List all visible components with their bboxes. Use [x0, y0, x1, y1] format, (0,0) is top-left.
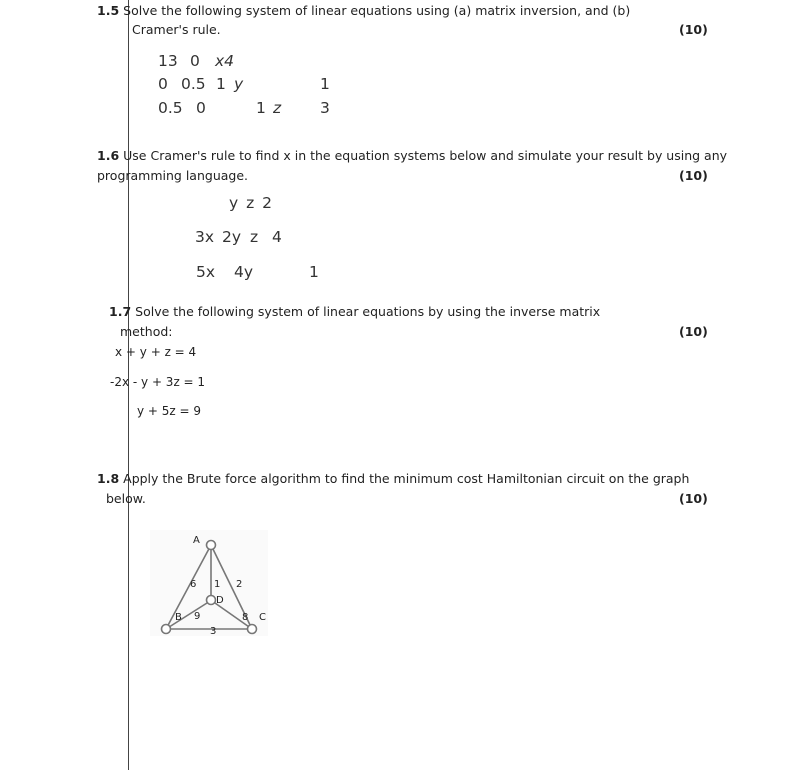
q17-eq3: y + 5z = 9: [137, 404, 202, 418]
node-a: [207, 541, 216, 550]
q15-eq-r2b: 0.5: [181, 75, 206, 93]
q17-line2: method:: [120, 324, 173, 339]
weight-bd: 9: [194, 611, 201, 622]
hamiltonian-graph: [150, 530, 270, 640]
node-d: [207, 596, 216, 605]
q15-eq-r1a: 13: [158, 52, 178, 70]
q18-number: 1.8: [97, 471, 120, 486]
q15-marks: (10): [679, 22, 708, 37]
q15-eq-r1b: 0: [190, 52, 200, 70]
q16-number: 1.6: [97, 148, 120, 163]
q17-eq2: -2x - y + 3z = 1: [110, 375, 206, 389]
q15-eq-r3b: 0: [196, 99, 206, 117]
q17-marks: (10): [679, 324, 708, 339]
q15-eq-r2c: 1: [216, 75, 226, 93]
q15-eq-r3c: 1: [256, 99, 266, 117]
q15-text: Solve the following system of linear equations using (a) matrix inversion, and (b): [123, 3, 631, 18]
q15-eq-r1c: x4: [215, 52, 235, 70]
weight-bc: 3: [210, 626, 217, 637]
weight-ac: 2: [236, 579, 243, 590]
q16-eq-l2a: 3x: [195, 228, 215, 246]
q18-text: Apply the Brute force algorithm to find the minimum cost Hamiltonian circuit on the graph: [123, 471, 690, 486]
q15-eq-r3a: 0.5: [158, 99, 183, 117]
q16-eq-l3a: 5x: [196, 263, 216, 281]
label-d: D: [216, 595, 224, 606]
q17-number: 1.7: [109, 304, 132, 319]
q17-text: Solve the following system of linear equations by using the inverse matrix: [135, 304, 601, 319]
q16-eq-l2c: z: [250, 228, 259, 246]
q16-text: Use Cramer's rule to find x in the equation systems below and simulate your result by using any: [123, 148, 728, 163]
q17-eq1: x + y + z = 4: [115, 345, 197, 359]
q17-line1: [109, 304, 600, 319]
q18-line1: [97, 471, 689, 486]
weight-cd: 8: [242, 612, 249, 623]
q15-eq-r3e: 3: [320, 99, 330, 117]
q15-eq-r2e: 1: [320, 75, 330, 93]
label-b: B: [175, 612, 182, 623]
weight-ad: 1: [214, 579, 221, 590]
q16-eq-l3c: 1: [309, 263, 319, 281]
q15-eq-r2a: 0: [158, 75, 168, 93]
q15-eq-r3d: z: [273, 99, 282, 117]
q18-marks: (10): [679, 491, 708, 506]
q15-number: 1.5: [97, 3, 120, 18]
q15-eq-r2d: y: [234, 75, 244, 93]
q15-line1: [97, 3, 630, 18]
q15-line2: Cramer's rule.: [132, 22, 221, 37]
q16-line2: programming language.: [97, 168, 249, 183]
q16-marks: (10): [679, 168, 708, 183]
label-a: A: [193, 535, 200, 546]
q18-line2: below.: [106, 491, 146, 506]
q16-eq-l1: y z 2: [229, 194, 273, 212]
q16-eq-l2b: 2y: [222, 228, 242, 246]
q16-line1: [97, 148, 727, 163]
label-c: C: [259, 612, 266, 623]
node-b: [162, 625, 171, 634]
q16-eq-l2d: 4: [272, 228, 282, 246]
q16-eq-l3b: 4y: [234, 263, 254, 281]
weight-ab: 6: [190, 579, 197, 590]
node-c: [248, 625, 257, 634]
